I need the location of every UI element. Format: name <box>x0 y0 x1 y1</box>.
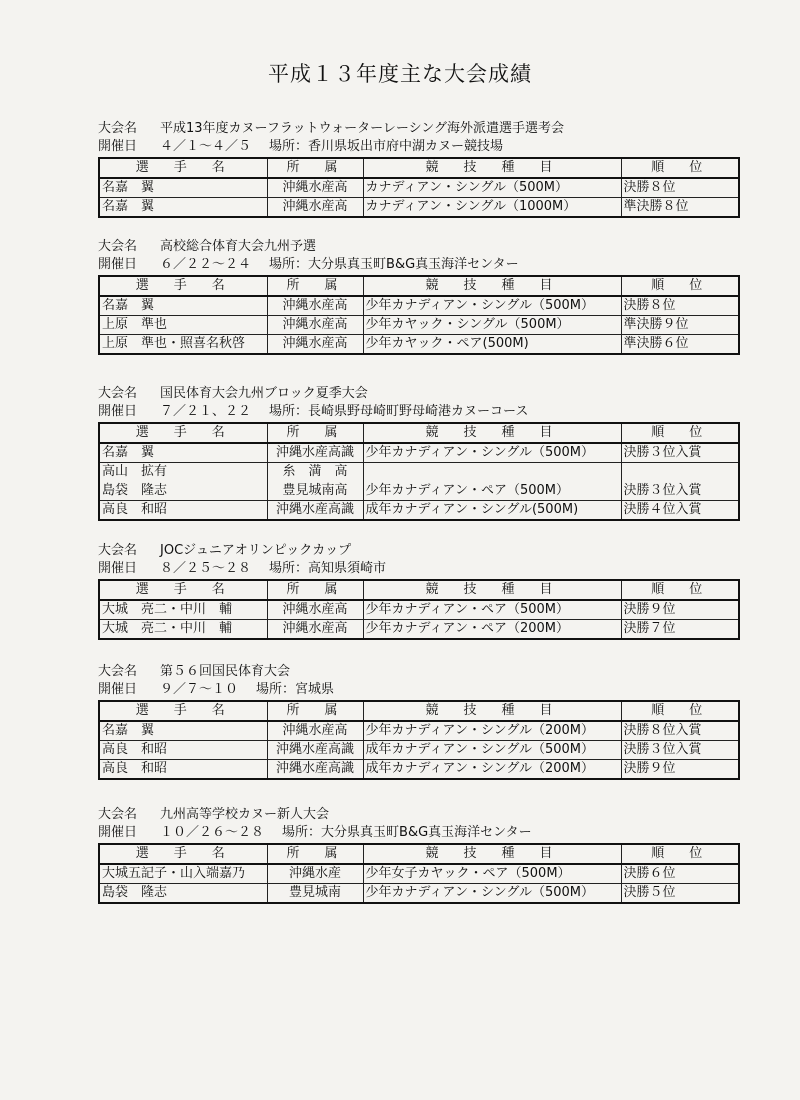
table-row <box>99 864 739 884</box>
event-name: 少年カナディアン・ペア（200M） <box>363 620 621 640</box>
meet-name-line <box>98 385 738 403</box>
header-name: 選 手 名 <box>99 844 267 864</box>
meet-date: ４／１～４／５ <box>160 139 252 154</box>
results-table <box>98 700 740 780</box>
header-rank: 順 位 <box>621 423 739 443</box>
meet-section <box>98 120 738 218</box>
header-name: 選 手 名 <box>99 580 267 600</box>
meet-label: 大会名 <box>98 543 138 558</box>
meet-date: ８／２５～２８ <box>160 561 252 576</box>
table-row <box>99 600 739 620</box>
meet-date-line <box>98 681 738 699</box>
meet-date: １０／２６～２８ <box>160 825 265 840</box>
header-row <box>99 844 739 864</box>
table-row <box>99 335 739 355</box>
meet-date-line <box>98 138 738 156</box>
results-table <box>98 275 740 355</box>
header-rank: 順 位 <box>621 158 739 178</box>
place-label: 場所： <box>269 561 309 576</box>
header-affiliation: 所 属 <box>267 423 363 443</box>
athlete-name: 大城 亮二・中川 輔 <box>99 620 267 640</box>
rank-line: 決勝３位入賞 <box>623 483 702 498</box>
athlete-name: 名嘉 翼 <box>99 721 267 741</box>
meet-name: 国民体育大会九州ブロック夏季大会 <box>160 386 368 401</box>
meet-section <box>98 663 738 780</box>
meet-date-line <box>98 560 738 578</box>
header-event: 競 技 種 目 <box>363 276 621 296</box>
header-row <box>99 701 739 721</box>
affiliation-line: 糸 満 高 <box>282 464 348 479</box>
header-affiliation: 所 属 <box>267 580 363 600</box>
date-label: 開催日 <box>98 561 138 576</box>
date-label: 開催日 <box>98 404 138 419</box>
header-name: 選 手 名 <box>99 158 267 178</box>
affiliation: 沖縄水産 <box>267 864 363 884</box>
athlete-name: 名嘉 翼 <box>99 296 267 316</box>
affiliation: 沖縄水産高識 <box>267 741 363 760</box>
athlete-name: 上原 準也 <box>99 316 267 335</box>
rank <box>621 463 739 501</box>
table-row <box>99 463 739 501</box>
meet-name-line <box>98 238 738 256</box>
header-event: 競 技 種 目 <box>363 423 621 443</box>
table-row <box>99 443 739 463</box>
header-row <box>99 158 739 178</box>
event-name: 少年カヤック・ペア(500M) <box>363 335 621 355</box>
event-name: カナディアン・シングル（1000M） <box>363 198 621 218</box>
event-name: 少年カナディアン・シングル（200M） <box>363 721 621 741</box>
rank: 決勝９位 <box>621 760 739 780</box>
meet-date: ７／２１、２２ <box>160 404 252 419</box>
date-label: 開催日 <box>98 825 138 840</box>
meet-place: 大分県真玉町B&G真玉海洋センター <box>308 257 519 272</box>
table-row <box>99 178 739 198</box>
rank: 決勝５位 <box>621 884 739 904</box>
place-label: 場所： <box>269 404 309 419</box>
place-label: 場所： <box>269 257 309 272</box>
event-name: 少年カナディアン・シングル（500M） <box>363 443 621 463</box>
results-table <box>98 157 740 218</box>
header-rank: 順 位 <box>621 276 739 296</box>
event-name-line <box>366 463 619 482</box>
place-label: 場所： <box>256 682 296 697</box>
header-row <box>99 423 739 443</box>
affiliation: 沖縄水産高 <box>267 721 363 741</box>
header-affiliation: 所 属 <box>267 701 363 721</box>
athlete-name: 大城五記子・山入端嘉乃 <box>99 864 267 884</box>
date-label: 開催日 <box>98 139 138 154</box>
meet-place: 長崎県野母崎町野母崎港カヌーコース <box>308 404 529 419</box>
affiliation: 沖縄水産高 <box>267 620 363 640</box>
meet-date-line <box>98 824 738 842</box>
header-rank: 順 位 <box>621 844 739 864</box>
rank: 決勝４位入賞 <box>621 501 739 521</box>
header-affiliation: 所 属 <box>267 844 363 864</box>
affiliation <box>267 463 363 501</box>
event-name: 少年カナディアン・シングル（500M） <box>363 296 621 316</box>
results-table <box>98 579 740 640</box>
athlete-name-line: 島袋 隆志 <box>102 483 168 498</box>
meet-name-line <box>98 806 738 824</box>
table-row <box>99 760 739 780</box>
athlete-name-line: 高山 拡有 <box>102 464 168 479</box>
event-name-line: 少年カナディアン・ペア（500M） <box>365 483 569 498</box>
athlete-name: 高良 和昭 <box>99 741 267 760</box>
event-name: 少年カナディアン・シングル（500M） <box>363 884 621 904</box>
meet-name-line <box>98 120 738 138</box>
header-event: 競 技 種 目 <box>363 580 621 600</box>
header-event: 競 技 種 目 <box>363 844 621 864</box>
results-table <box>98 843 740 904</box>
athlete-name: 高良 和昭 <box>99 760 267 780</box>
event-name: 成年カナディアン・シングル(500M) <box>363 501 621 521</box>
meet-section <box>98 806 738 904</box>
header-affiliation: 所 属 <box>267 158 363 178</box>
rank: 決勝８位 <box>621 178 739 198</box>
meet-name: 第５６回国民体育大会 <box>160 664 291 679</box>
table-row <box>99 721 739 741</box>
affiliation: 豊見城南 <box>267 884 363 904</box>
header-name: 選 手 名 <box>99 701 267 721</box>
event-name: 成年カナディアン・シングル（500M） <box>363 741 621 760</box>
header-event: 競 技 種 目 <box>363 158 621 178</box>
meet-label: 大会名 <box>98 386 138 401</box>
meet-section <box>98 542 738 640</box>
meet-section <box>98 385 738 521</box>
header-rank: 順 位 <box>621 701 739 721</box>
date-label: 開催日 <box>98 257 138 272</box>
table-row <box>99 198 739 218</box>
affiliation: 沖縄水産高識 <box>267 501 363 521</box>
athlete-name: 上原 準也・照喜名秋啓 <box>99 335 267 355</box>
athlete-name: 名嘉 翼 <box>99 198 267 218</box>
meet-date-line <box>98 256 738 274</box>
meet-name: 高校総合体育大会九州予選 <box>160 239 317 254</box>
meet-place: 高知県須崎市 <box>308 561 387 576</box>
table-row <box>99 884 739 904</box>
table-row <box>99 741 739 760</box>
page-title: 平成１３年度主な大会成績 <box>268 62 532 86</box>
date-label: 開催日 <box>98 682 138 697</box>
rank: 決勝３位入賞 <box>621 443 739 463</box>
rank: 準決勝６位 <box>621 335 739 355</box>
affiliation: 沖縄水産高 <box>267 178 363 198</box>
event-name: 少年女子カヤック・ペア（500M） <box>363 864 621 884</box>
rank: 決勝６位 <box>621 864 739 884</box>
meet-label: 大会名 <box>98 664 138 679</box>
rank: 準決勝８位 <box>621 198 739 218</box>
meet-date: ６／２２～２４ <box>160 257 252 272</box>
header-rank: 順 位 <box>621 580 739 600</box>
meet-name-line <box>98 663 738 681</box>
rank: 決勝３位入賞 <box>621 741 739 760</box>
meet-name-line <box>98 542 738 560</box>
rank: 決勝８位入賞 <box>621 721 739 741</box>
meet-place: 香川県坂出市府中湖カヌー競技場 <box>308 139 504 154</box>
affiliation: 沖縄水産高 <box>267 600 363 620</box>
meet-label: 大会名 <box>98 121 138 136</box>
affiliation: 沖縄水産高 <box>267 296 363 316</box>
event-name: 少年カナディアン・ペア（500M） <box>363 600 621 620</box>
affiliation: 沖縄水産高識 <box>267 443 363 463</box>
athlete-name: 高良 和昭 <box>99 501 267 521</box>
header-name: 選 手 名 <box>99 423 267 443</box>
rank: 決勝８位 <box>621 296 739 316</box>
place-label: 場所： <box>269 139 309 154</box>
meet-label: 大会名 <box>98 807 138 822</box>
meet-section <box>98 238 738 355</box>
meet-place: 宮城県 <box>295 682 335 697</box>
meet-name: JOCジュニアオリンピックカップ <box>160 543 352 558</box>
rank: 決勝７位 <box>621 620 739 640</box>
meet-label: 大会名 <box>98 239 138 254</box>
event-name: 成年カナディアン・シングル（200M） <box>363 760 621 780</box>
meet-place: 大分県真玉町B&G真玉海洋センター <box>321 825 532 840</box>
meet-name: 九州高等学校カヌー新人大会 <box>160 807 330 822</box>
affiliation: 沖縄水産高識 <box>267 760 363 780</box>
header-row <box>99 580 739 600</box>
header-row <box>99 276 739 296</box>
affiliation-line: 豊見城南高 <box>282 483 348 498</box>
header-event: 競 技 種 目 <box>363 701 621 721</box>
results-table <box>98 422 740 521</box>
table-row <box>99 620 739 640</box>
table-row <box>99 501 739 521</box>
rank: 準決勝９位 <box>621 316 739 335</box>
meet-name: 平成13年度カヌーフラットウォーターレーシング海外派遣選手選考会 <box>160 121 565 136</box>
athlete-name: 名嘉 翼 <box>99 443 267 463</box>
meet-date-line <box>98 403 738 421</box>
event-name: 少年カヤック・シングル（500M） <box>363 316 621 335</box>
affiliation: 沖縄水産高 <box>267 198 363 218</box>
rank-line <box>624 463 737 482</box>
affiliation: 沖縄水産高 <box>267 316 363 335</box>
header-name: 選 手 名 <box>99 276 267 296</box>
place-label: 場所： <box>282 825 322 840</box>
table-row <box>99 316 739 335</box>
athlete-name: 島袋 隆志 <box>99 884 267 904</box>
affiliation: 沖縄水産高 <box>267 335 363 355</box>
meet-date: ９／７～１０ <box>160 682 239 697</box>
athlete-name <box>99 463 267 501</box>
table-row <box>99 296 739 316</box>
header-affiliation: 所 属 <box>267 276 363 296</box>
event-name <box>363 463 621 501</box>
rank: 決勝９位 <box>621 600 739 620</box>
athlete-name: 大城 亮二・中川 輔 <box>99 600 267 620</box>
event-name: カナディアン・シングル（500M） <box>363 178 621 198</box>
athlete-name: 名嘉 翼 <box>99 178 267 198</box>
